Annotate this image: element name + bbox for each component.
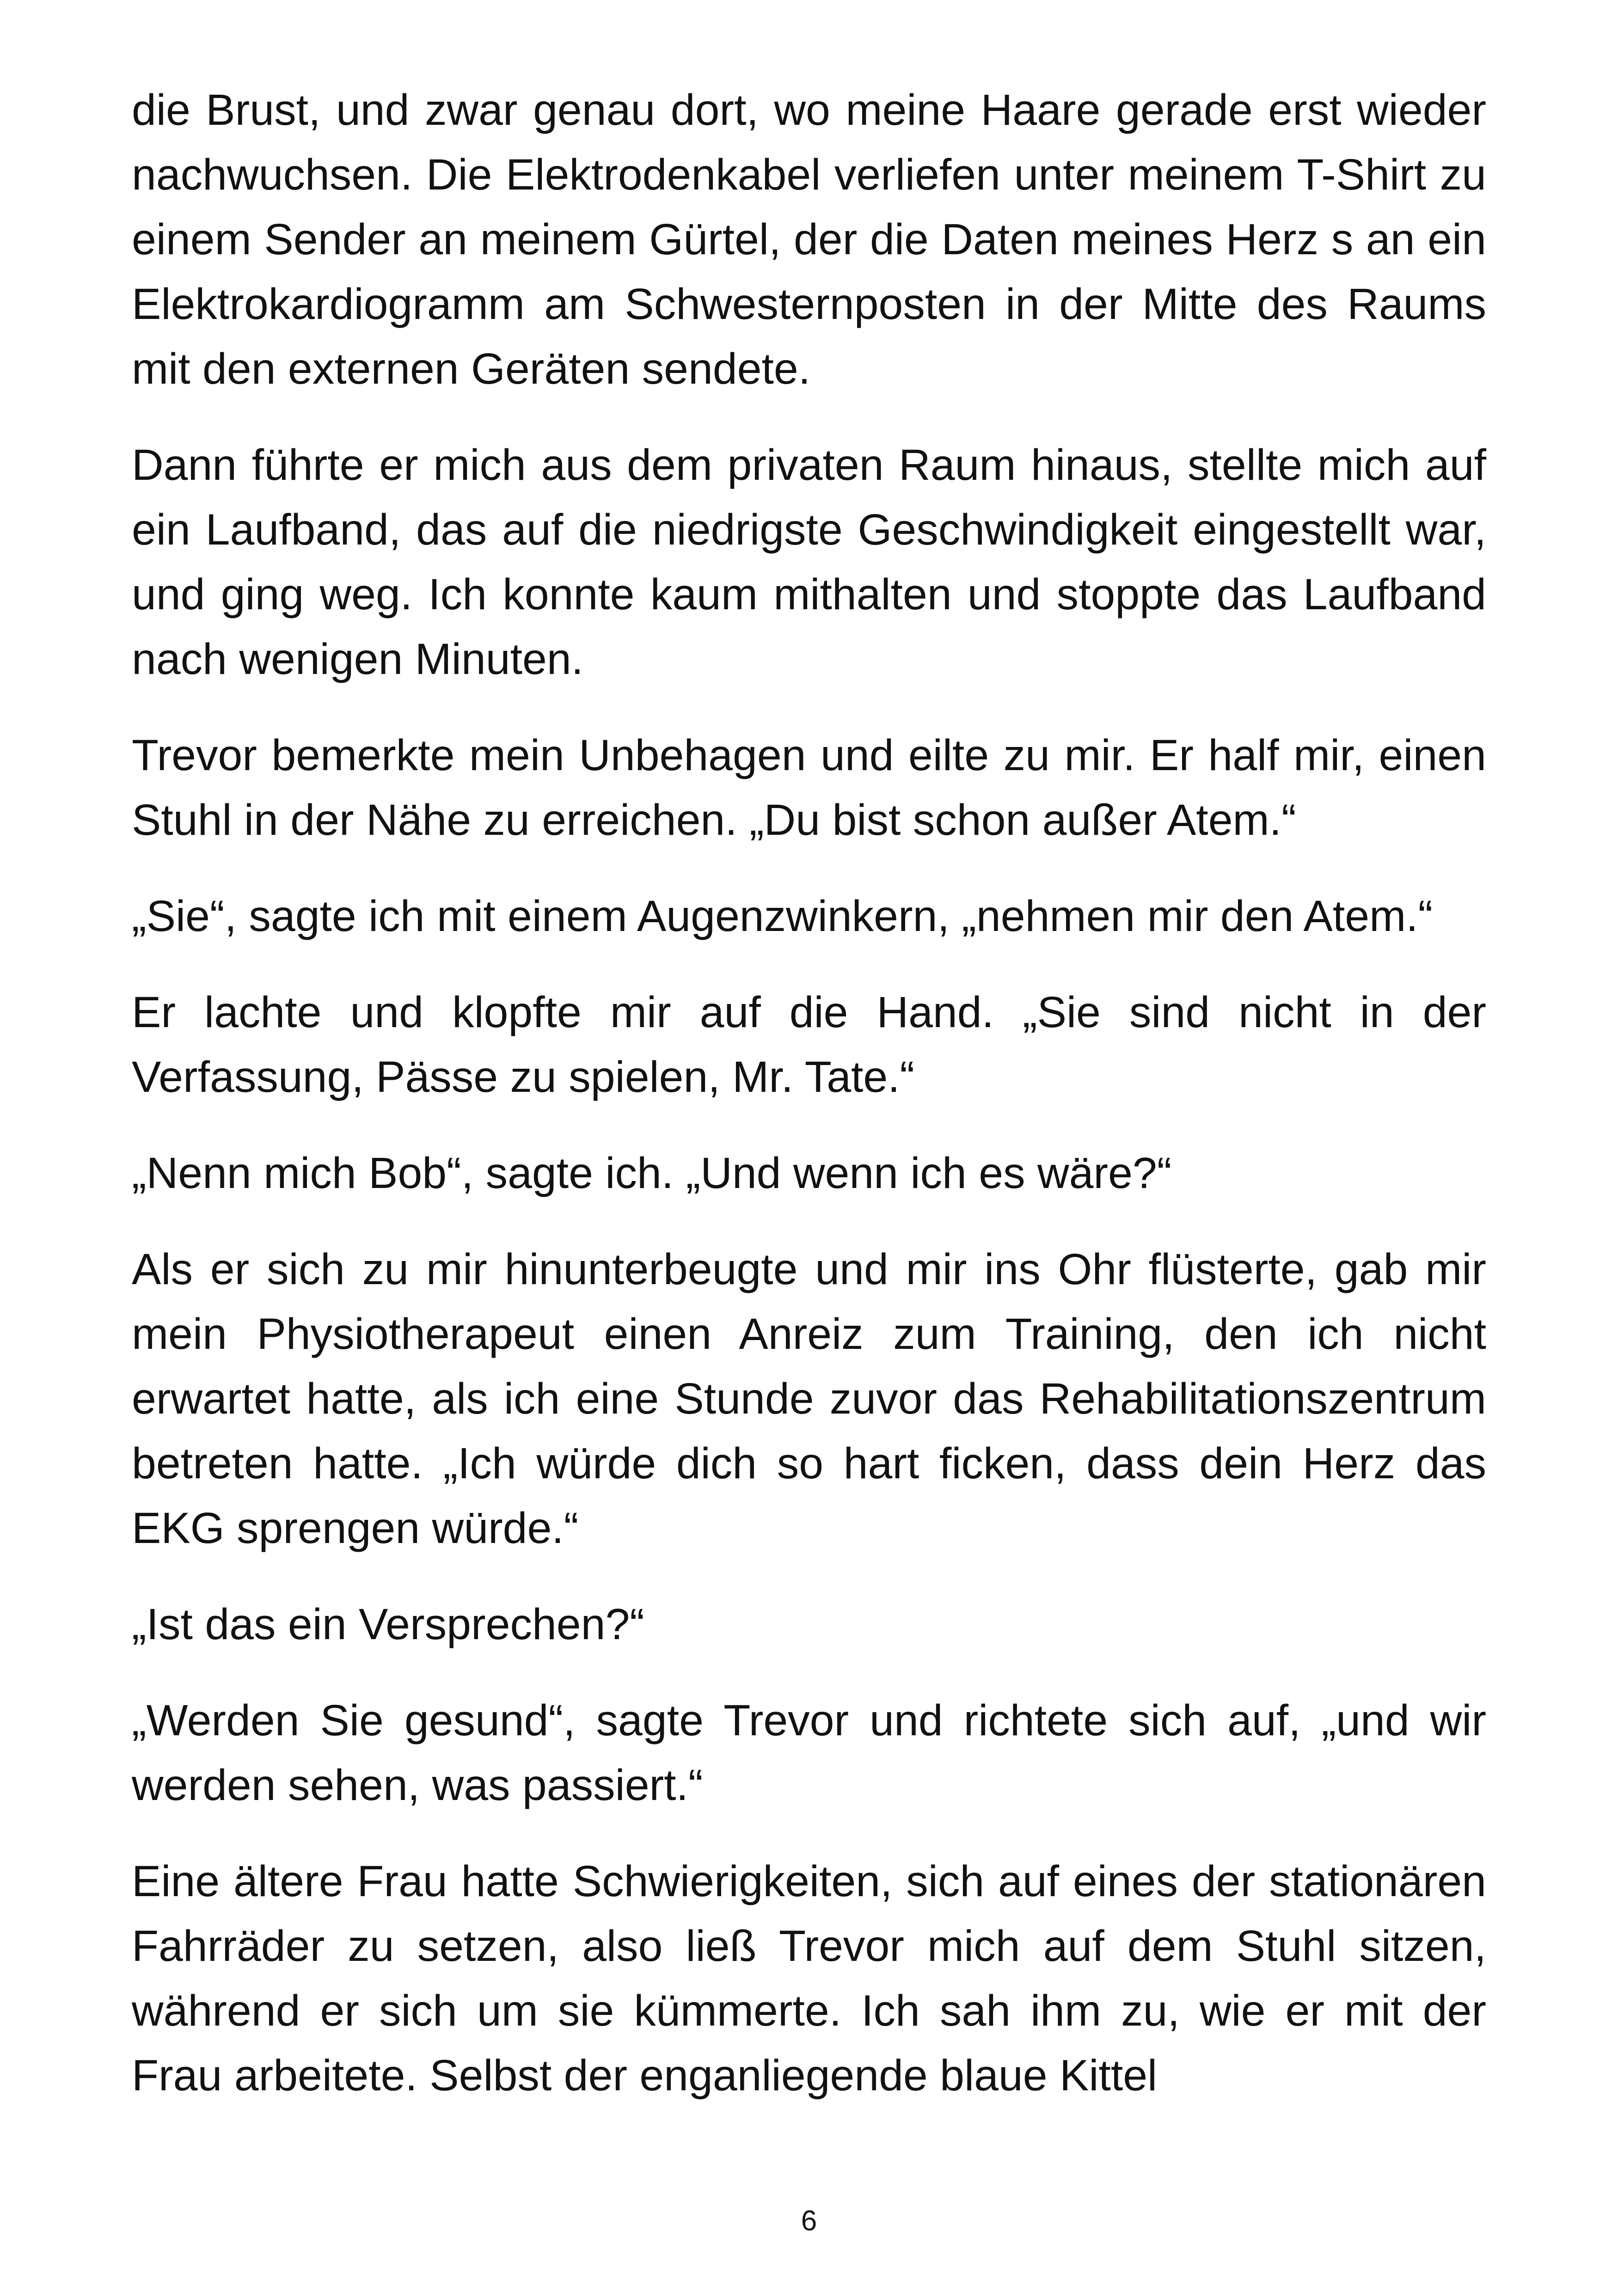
- paragraph-9: „Werden Sie gesund“, sagte Trevor und richtete sich auf, „und wir werden sehen, was passiert.“: [132, 1696, 1486, 1810]
- paragraph-3: Trevor bemerkte mein Unbehagen und eilte zu mir. Er half mir, einen Stuhl in der Nähe zu erreichen. „Du bist schon außer Atem.“: [132, 731, 1486, 845]
- page-number: 6: [801, 2205, 817, 2237]
- paragraph-10: Eine ältere Frau hatte Schwierigkeiten, sich auf eines der stationären Fahrräder zu setzen, also ließ Trevor mich auf dem Stuhl sitzen, während er sich um sie kümmerte. Ich sah ihm zu, wie er mit der Frau arbeitete. Selbst der enganliegende blaue Kittel: [132, 1857, 1486, 2100]
- paragraph-6: „Nenn mich Bob“, sagte ich. „Und wenn ich es wäre?“: [132, 1149, 1172, 1198]
- paragraph-7: Als er sich zu mir hinunterbeugte und mir ins Ohr flüsterte, gab mir mein Physiotherapeut einen Anreiz zum Training, den ich nicht erwartet hatte, als ich eine Stunde zuvor das Rehabilitationszentrum betreten hatte. „Ich würde dich so hart ficken, dass dein Herz das EKG sprengen würde.“: [132, 1245, 1486, 1553]
- body-text: [132, 78, 1486, 2108]
- paragraph-2: Dann führte er mich aus dem privaten Raum hinaus, stellte mich auf ein Laufband, das auf die niedrigste Geschwindigkeit eingestellt war, und ging weg. Ich konnte kaum mithalten und stoppte das Laufband nach wenigen Minuten.: [132, 441, 1486, 684]
- paragraph-8: „Ist das ein Versprechen?“: [132, 1600, 644, 1649]
- paragraph-5: Er lachte und klopfte mir auf die Hand. „Sie sind nicht in der Verfassung, Pässe zu spielen, Mr. Tate.“: [132, 988, 1486, 1102]
- paragraph-4: „Sie“, sagte ich mit einem Augenzwinkern, „nehmen mir den Atem.“: [132, 892, 1433, 941]
- paragraph-1: die Brust, und zwar genau dort, wo meine Haare gerade erst wieder nachwuchsen. Die Elektrodenkabel verliefen unter meinem T-Shirt zu einem Sender an meinem Gürtel, der die Daten meines Herz s an ein Elektrokardiogramm am Schwesternposten in der Mitte des Raums mit den externen Geräten sendete.: [132, 86, 1486, 393]
